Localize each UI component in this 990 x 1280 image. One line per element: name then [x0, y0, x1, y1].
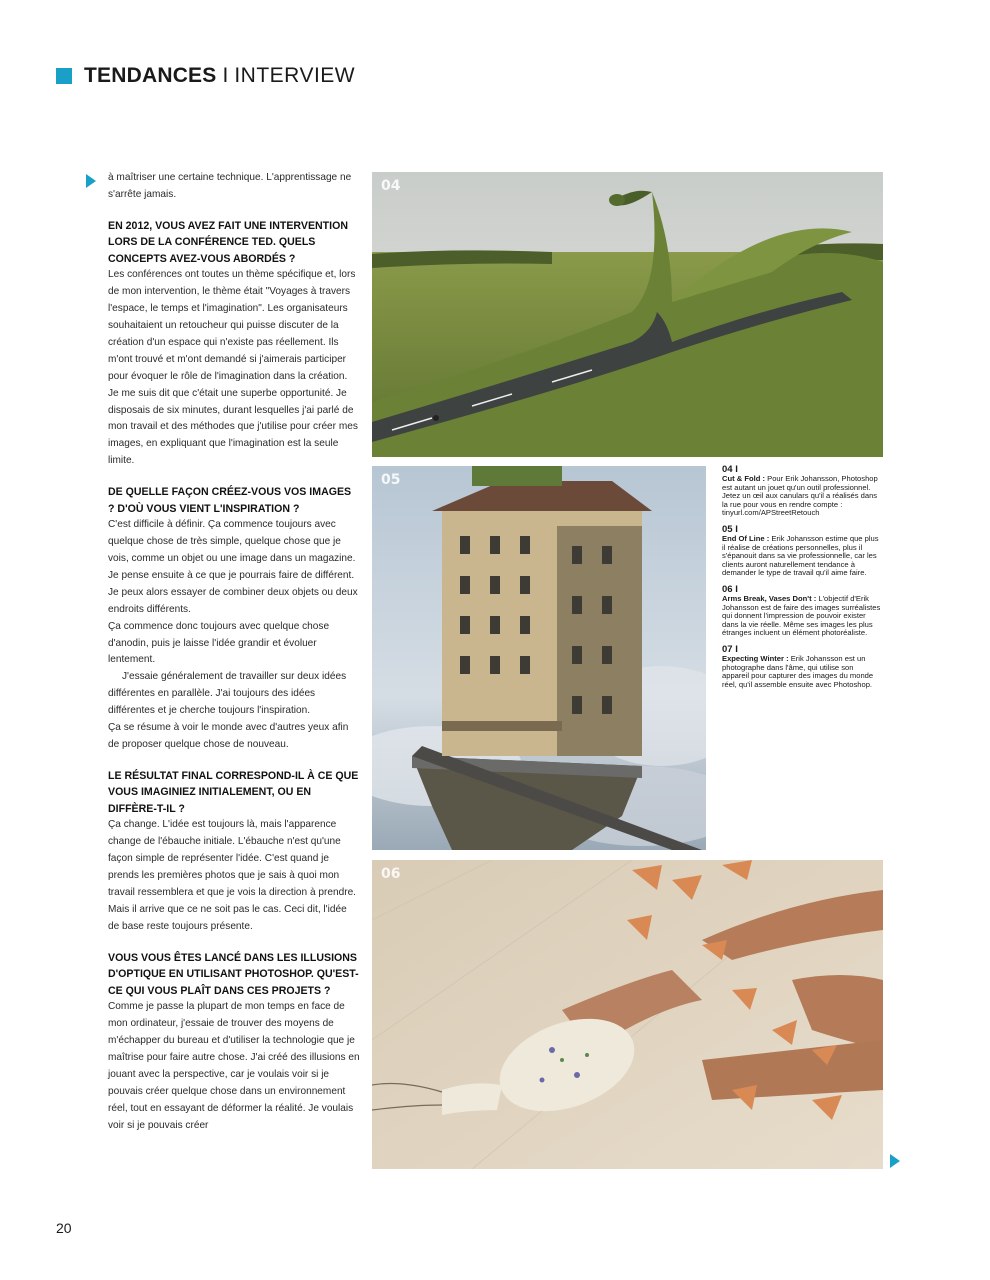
photo-arms-break-vases-dont: [372, 860, 883, 1169]
road-landscape-image: [372, 172, 883, 457]
qa-block-2: [108, 484, 360, 754]
arms-vase-image: [372, 860, 883, 1169]
article-body: [108, 170, 360, 1134]
caption-text: L'objectif d'Erik Johansson est de faire des images surréalistes qui donnent l'impression de pouvoir exister dans la vie réelle. Même ses images les plus étranges incluent un élément photoréaliste.: [722, 593, 881, 638]
caption-06: [722, 585, 882, 638]
photo-cut-and-fold: [372, 172, 883, 457]
image-number-label: 06: [381, 866, 401, 882]
image-number-label: 05: [381, 472, 401, 488]
photo-end-of-line: [372, 466, 706, 850]
answer-paragraph: J'essaie généralement de travailler sur deux idées différentes en parallèle. J'ai toujours des idées différentes et je cherche toujours l'inspiration.: [108, 671, 347, 717]
answer-paragraph: Les conférences ont toutes un thème spécifique et, lors de mon intervention, le thème était "Voyages à travers l'espace, le temps et l'imagination". Les organisateurs souhaitaient un retoucheur qui puisse discuter de la création d'un espace qui n'existe pas réellement. Ils m'ont trouvé et m'ont demandé si j'aimerais participer pour évoquer le rôle de l'imagination dans la création. Je me suis dit que c'était une superbe opportunité. Je disposais de six minutes, durant lesquelles j'ai parlé de mon travail et des méthodes que j'utilise pour créer mes images, en expliquant que l'imagination est la seule limite.: [108, 269, 358, 467]
answer-paragraph: C'est difficile à définir. Ça commence toujours avec quelque chose de très simple, quelque chose que je vois, comme un objet ou une image dans un magazine. Je pense ensuite à ce que je pourrais faire de différent. Je peux alors essayer de combiner deux objets ou deux endroits différents.: [108, 519, 358, 615]
caption-title: Expecting Winter :: [722, 653, 789, 663]
caption-number: 04 I: [722, 464, 738, 475]
caption-title: End Of Line :: [722, 533, 770, 543]
answer-paragraph: Ça commence donc toujours avec quelque chose d'anodin, puis je laisse l'idée grandir et évoluer lentement.: [108, 620, 330, 666]
continuation-arrow-icon: [86, 174, 96, 188]
section-title: TENDANCES: [84, 64, 217, 87]
section-marker-square: [56, 68, 72, 84]
header-separator: I: [222, 64, 229, 87]
image-number-label: 04: [381, 178, 401, 194]
question-heading: EN 2012, VOUS AVEZ FAIT UNE INTERVENTION LORS DE LA CONFÉRENCE TED. QUELS CONCEPTS AVEZ-VOUS ABORDÉS ?: [108, 219, 348, 265]
answer-paragraph: Comme je passe la plupart de mon temps en face de mon ordinateur, j'essaie de trouver des moyens de m'échapper du bureau et d'utiliser la technologie que je maîtrise pour faire autre chose. J'ai créé des illusions en jouant avec la perspective, car je voulais voir si je pouvais créer quelque chose dans un environnement réel, tout en essayant de déformer la réalité. Je voulais voir si je pouvais créer: [108, 1001, 360, 1131]
caption-05: [722, 525, 882, 578]
caption-text: Pour Erik Johansson, Photoshop est autant un jouet qu'un outil professionnel. Jetez un œil aux canulars qu'il a réalisés dans la rue pour vous en rendre compte : tinyurl.com/APStreetRetouch: [722, 474, 878, 518]
caption-number: 07 I: [722, 643, 738, 655]
question-heading: VOUS VOUS ÊTES LANCÉ DANS LES ILLUSIONS D'OPTIQUE EN UTILISANT PHOTOSHOP. QU'EST-CE QUI VOUS PLAÎT DANS CES PROJETS ?: [108, 951, 359, 997]
page-header: [56, 63, 355, 89]
section-subtitle: INTERVIEW: [234, 64, 356, 87]
caption-text: Erik Johansson est un photographe dans l'âme, qui utilise son appareil pour capturer des images du monde réel, qu'il assemble ensuite avec Photoshop.: [722, 653, 874, 689]
page-number: 20: [56, 1220, 72, 1236]
qa-block-3: [108, 768, 360, 936]
caption-07: [722, 645, 882, 689]
answer-paragraph: Ça se résume à voir le monde avec d'autres yeux afin de proposer quelque chose de nouveau.: [108, 722, 349, 750]
answer-paragraph: Ça change. L'idée est toujours là, mais l'apparence change de l'ébauche initiale. L'ébauche n'est qu'une façon simple de représenter l'idée. C'est quand je prends les premières photos que je sais à quoi mon travail ressemblera et que je vois la direction à prendre. Mais il arrive que ce ne soit pas le cas. Ceci dit, l'idée de base reste toujours présente.: [108, 819, 356, 932]
qa-block-1: [108, 218, 360, 470]
caption-title: Cut & Fold :: [722, 474, 766, 483]
caption-text: Erik Johansson estime que plus il réalise de créations personnelles, plus il s'épanouit dans sa vie professionnelle, car les clients auront naturellement tendance à demander le type de travail qu'il aime faire.: [722, 533, 879, 578]
caption-04: [722, 465, 882, 518]
photo-captions: [722, 465, 882, 696]
caption-number: 05 I: [722, 523, 738, 535]
article-intro: à maîtriser une certaine technique. L'apprentissage ne s'arrête jamais.: [108, 172, 352, 200]
question-heading: LE RÉSULTAT FINAL CORRESPOND-IL À CE QUE VOUS IMAGINIEZ INITIALEMENT, OU EN DIFFÈRE-T-IL ?: [108, 769, 359, 815]
caption-number: 06 I: [722, 583, 738, 595]
next-page-arrow-icon: [890, 1154, 900, 1168]
question-heading: DE QUELLE FAÇON CRÉEZ-VOUS VOS IMAGES ? D'OÙ VOUS VIENT L'INSPIRATION ?: [108, 486, 352, 515]
qa-block-4: [108, 950, 360, 1135]
caption-title: Arms Break, Vases Don't :: [722, 593, 817, 603]
building-cliff-image: [372, 466, 706, 850]
